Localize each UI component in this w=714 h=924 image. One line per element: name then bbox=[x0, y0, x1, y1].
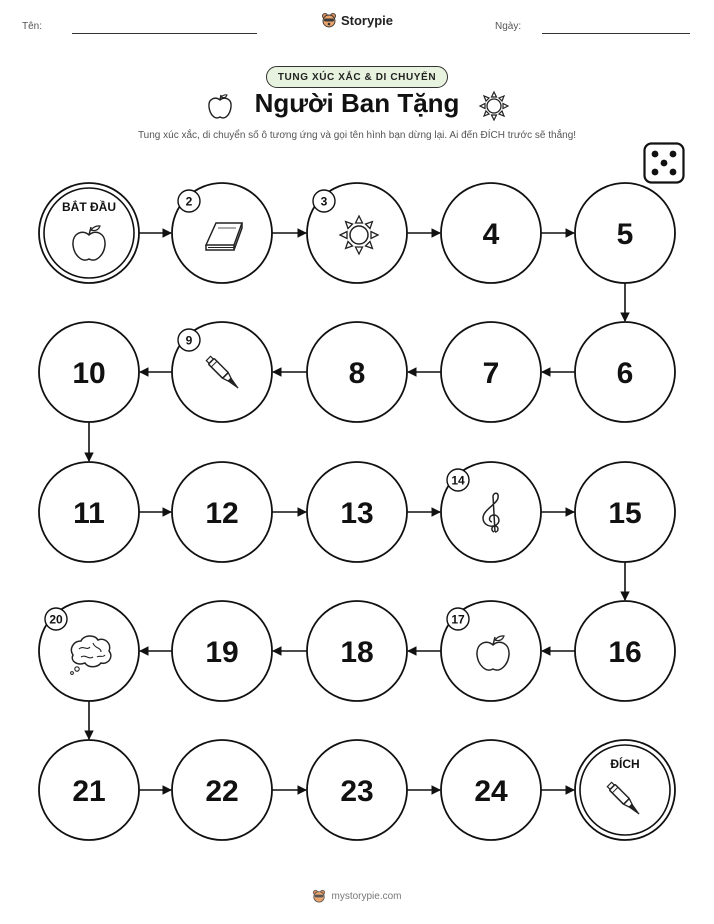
space-number: 7 bbox=[482, 357, 500, 390]
space-number: 20 bbox=[49, 612, 63, 627]
board-space-13[interactable] bbox=[307, 462, 407, 562]
board-space-20[interactable] bbox=[39, 601, 139, 701]
board-space-19[interactable] bbox=[172, 601, 272, 701]
storypie-logo-icon bbox=[312, 889, 326, 903]
footer-url: mystorypie.com bbox=[331, 890, 402, 902]
board-space-18[interactable] bbox=[307, 601, 407, 701]
space-number: 22 bbox=[205, 775, 239, 808]
board-space-16[interactable] bbox=[575, 601, 675, 701]
space-number: 9 bbox=[185, 333, 193, 348]
space-number: 8 bbox=[348, 357, 366, 390]
space-number: 5 bbox=[616, 218, 634, 251]
board-space-25[interactable] bbox=[575, 740, 675, 840]
space-number: 21 bbox=[72, 775, 106, 808]
board-space-3[interactable] bbox=[307, 183, 407, 283]
brand-name: Storypie bbox=[340, 12, 393, 28]
space-number: 3 bbox=[320, 194, 328, 209]
name-label: Tên: bbox=[22, 21, 43, 32]
space-number: 19 bbox=[205, 636, 239, 669]
board-space-9[interactable] bbox=[172, 322, 272, 422]
board-space-4[interactable] bbox=[441, 183, 541, 283]
board-space-23[interactable] bbox=[307, 740, 407, 840]
space-number: 14 bbox=[451, 473, 465, 488]
board-space-22[interactable] bbox=[172, 740, 272, 840]
space-number: 16 bbox=[608, 636, 642, 669]
board-space-17[interactable] bbox=[441, 601, 541, 701]
board-space-12[interactable] bbox=[172, 462, 272, 562]
space-number: 17 bbox=[451, 612, 465, 627]
space-number: 18 bbox=[340, 636, 374, 669]
space-circle bbox=[575, 740, 675, 840]
board-space-21[interactable] bbox=[39, 740, 139, 840]
start-label: BẮT ĐẦU bbox=[62, 200, 116, 214]
board-space-7[interactable] bbox=[441, 322, 541, 422]
space-number: 12 bbox=[205, 497, 239, 530]
board-space-10[interactable] bbox=[39, 322, 139, 422]
space-number: 24 bbox=[474, 775, 508, 808]
space-number: 4 bbox=[482, 218, 500, 251]
game-type-badge: TUNG XÚC XẮC & DI CHUYỂN bbox=[266, 66, 448, 88]
footer bbox=[0, 889, 714, 903]
board-space-15[interactable] bbox=[575, 462, 675, 562]
board-space-24[interactable] bbox=[441, 740, 541, 840]
board-space-2[interactable] bbox=[172, 183, 272, 283]
date-label: Ngày: bbox=[495, 21, 522, 32]
page-title: Người Ban Tặng bbox=[254, 88, 460, 118]
board-space-5[interactable] bbox=[575, 183, 675, 283]
board-space-6[interactable] bbox=[575, 322, 675, 422]
space-number: 6 bbox=[616, 357, 634, 390]
finish-label: ĐÍCH bbox=[610, 757, 640, 771]
space-number: 11 bbox=[73, 497, 105, 530]
instructions: Tung xúc xắc, di chuyển số ô tương ứng và gọi tên hình bạn dừng lại. Ai đến ĐÍCH trước sẽ thắng! bbox=[137, 130, 577, 141]
board-space-8[interactable] bbox=[307, 322, 407, 422]
board-space-11[interactable] bbox=[39, 462, 139, 562]
space-number: 10 bbox=[72, 357, 106, 390]
space-number: 15 bbox=[608, 497, 642, 530]
space-number: 13 bbox=[340, 497, 374, 530]
board-space-1[interactable] bbox=[39, 183, 139, 283]
board-space-14[interactable] bbox=[441, 462, 541, 562]
space-number: 23 bbox=[340, 775, 374, 808]
space-number: 2 bbox=[185, 194, 193, 209]
